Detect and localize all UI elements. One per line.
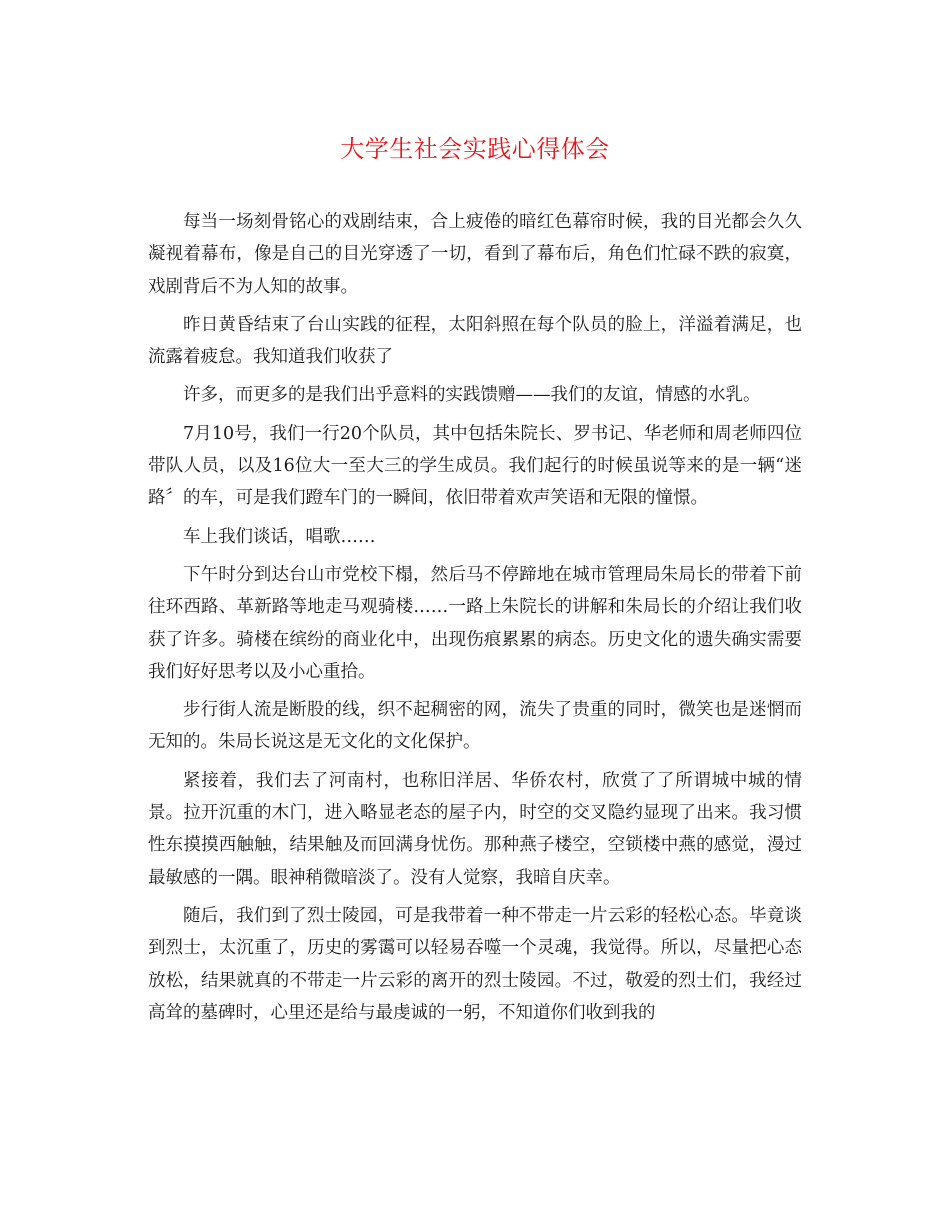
paragraph: 每当一场刻骨铭心的戏剧结束，合上疲倦的暗红色幕帘时候，我的目光都会久久凝视着幕布，像是自己的目光穿透了一切，看到了幕布后，角色们忙碌不跌的寂寞，戏剧背后不为人知的故事。 [148, 212, 802, 297]
paragraph: 昨日黄昏结束了台山实践的征程，太阳斜照在每个队员的脸上，洋溢着满足，也流露着疲怠。我知道我们收获了 [148, 314, 802, 368]
paragraph: 车上我们谈话，唱歌…… [183, 526, 376, 547]
paragraph: 紧接着，我们去了河南村，也称旧洋居、华侨农村，欣赏了了所谓城中城的情景。拉开沉重的木门，进入略显老态的屋子内，时空的交叉隐约显现了出来。我习惯性东摸摸西触触，结果触及而回满身忧伤。那种燕子楼空，空锁楼中燕的感觉，漫过最敏感的一隅。眼神稍微暗淡了。没有人觉察，我暗自庆幸。 [148, 770, 802, 888]
paragraph: 步行街人流是断股的线，织不起稠密的网，流失了贵重的同时，微笑也是迷惘而无知的。朱局长说这是无文化的文化保护。 [148, 700, 802, 753]
document-body [148, 206, 802, 1035]
paragraph: 7月10号，我们一行20个队员，其中包括朱院长、罗书记、华老师和周老师四位带队人员，以及16位大一至大三的学生成员。我们起行的时候虽说等来的是一辆“迷路〞的车，可是我们蹬车门的一瞬间，依旧带着欢声笑语和无限的憧憬。 [148, 423, 802, 509]
paragraph: 随后，我们到了烈士陵园，可是我带着一种不带走一片云彩的轻松心态。毕竟谈到烈士，太沉重了，历史的雾霭可以轻易吞噬一个灵魂，我觉得。所以，尽量把心态放松，结果就真的不带走一片云彩的离开的烈士陵园。不过，敬爱的烈士们，我经过高耸的墓碑时，心里还是给与最虔诚的一躬，不知道你们收到我的 [148, 905, 802, 1023]
document-title: 大学生社会实践心得体会 [340, 135, 610, 163]
paragraph: 许多，而更多的是我们出乎意料的实践馈赠——我们的友谊，情感的水乳。 [183, 385, 761, 406]
paragraph: 下午时分到达台山市党校下榻，然后马不停蹄地在城市管理局朱局长的带着下前往环西路、革新路等地走马观骑楼……一路上朱院长的讲解和朱局长的介绍让我们收获了许多。骑楼在缤纷的商业化中，出现伤痕累累的病态。历史文化的遗失确实需要我们好好思考以及小心重拾。 [148, 564, 802, 682]
